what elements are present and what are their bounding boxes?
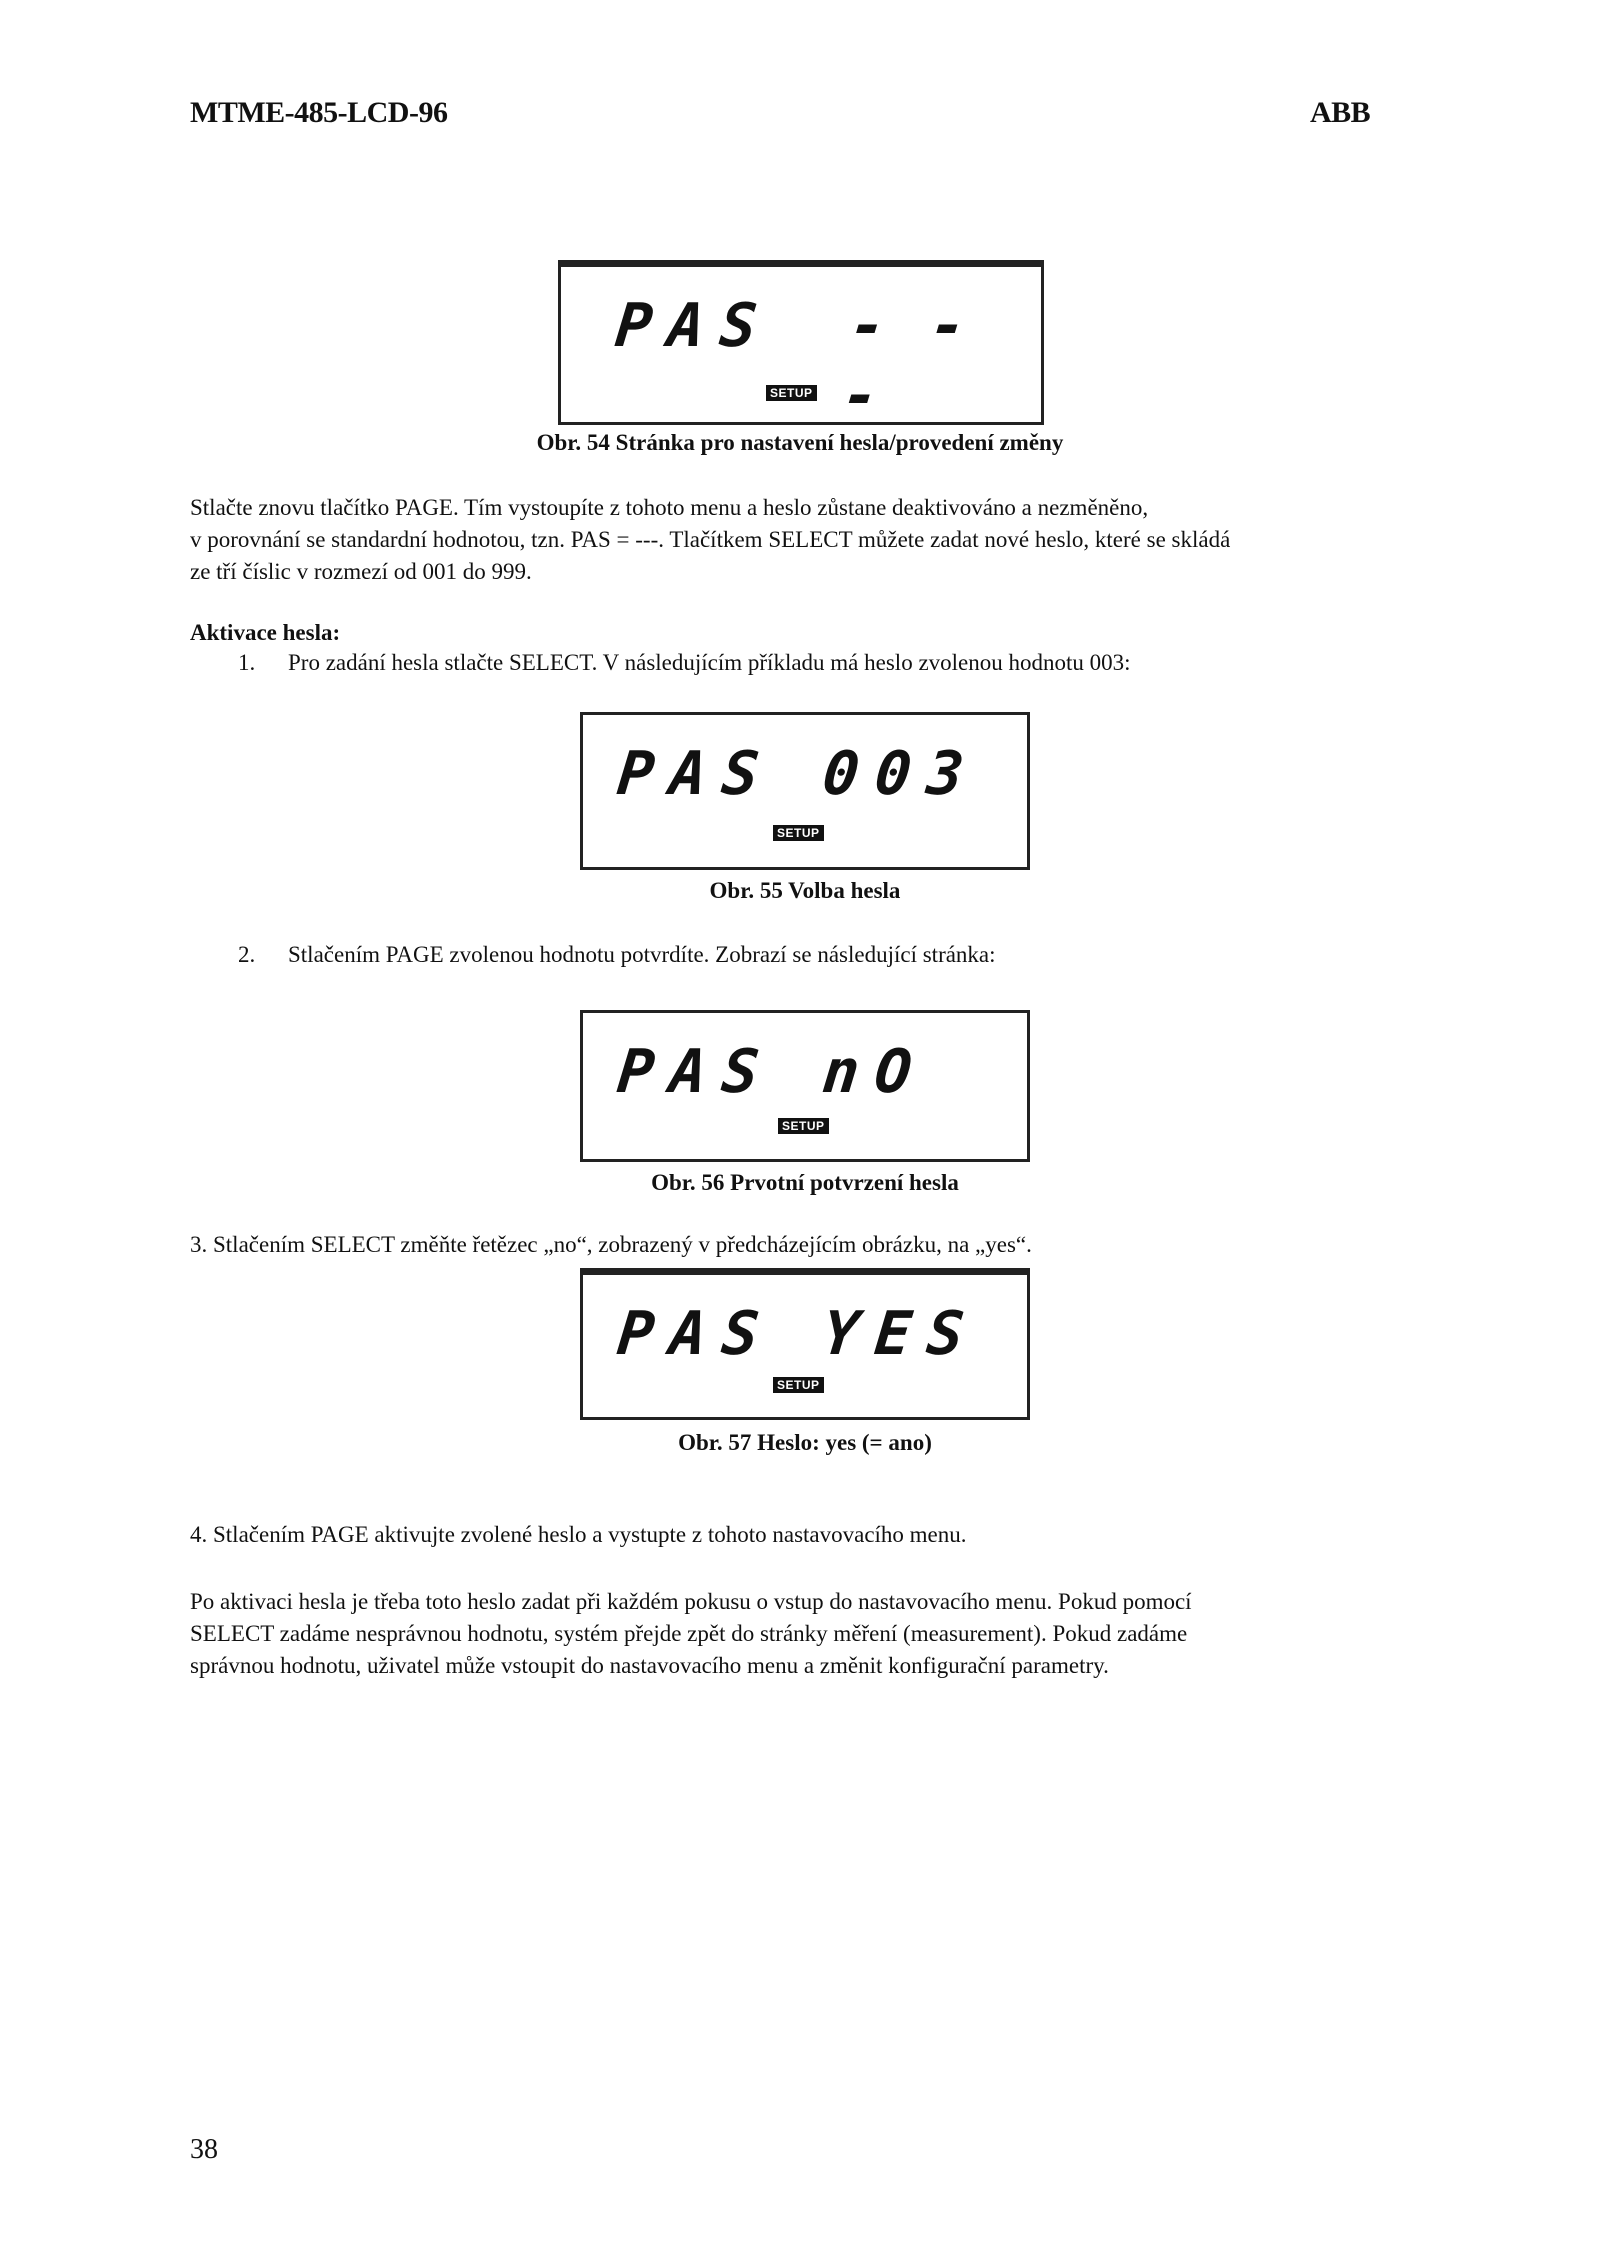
- step-text: Pro zadání hesla stlačte SELECT. V následujícím příkladu má heslo zvolenou hodnotu 003:: [288, 650, 1131, 675]
- section-heading: Aktivace hesla:: [190, 620, 341, 645]
- intro-paragraph: [190, 492, 1430, 588]
- lcd-label: PAS: [614, 1037, 779, 1107]
- brand-name: ABB: [1310, 96, 1371, 129]
- lcd-display-fig55: [580, 712, 1030, 870]
- step-2: [238, 942, 996, 968]
- lcd-value: YES: [819, 1299, 984, 1369]
- step-number: 1.: [238, 650, 256, 675]
- document-code: MTME-485-LCD-96: [190, 96, 448, 129]
- setup-badge: SETUP: [766, 385, 817, 401]
- text-line: v porovnání se standardní hodnotou, tzn. PAS = ---. Tlačítkem SELECT můžete zadat nové heslo, které se skládá: [190, 527, 1231, 552]
- lcd-display-fig56: [580, 1010, 1030, 1162]
- figure-caption: Obr. 56 Prvotní potvrzení hesla: [651, 1170, 959, 1195]
- text-line: správnou hodnotu, uživatel může vstoupit do nastavovacího menu a změnit konfigurační parametry.: [190, 1653, 1109, 1678]
- lcd-label: PAS: [612, 291, 777, 361]
- closing-paragraph: [190, 1586, 1430, 1682]
- text-line: SELECT zadáme nesprávnou hodnotu, systém přejde zpět do stránky měření (measurement). Pokud zadáme: [190, 1621, 1188, 1646]
- step-4: 4. Stlačením PAGE aktivujte zvolené heslo a vystupte z tohoto nastavovacího menu.: [190, 1522, 967, 1547]
- lcd-display-fig57: [580, 1268, 1030, 1420]
- step-3: 3. Stlačením SELECT změňte řetězec „no“, zobrazený v předcházejícím obrázku, na „yes“.: [190, 1232, 1032, 1257]
- lcd-value: - - -: [838, 291, 974, 431]
- lcd-label: PAS: [614, 739, 779, 809]
- step-number: 2.: [238, 942, 256, 967]
- step-1: [238, 650, 1131, 676]
- lcd-value: nO: [819, 1037, 931, 1107]
- lcd-value: 003: [819, 739, 984, 809]
- lcd-display-fig54: [558, 260, 1044, 431]
- setup-badge: SETUP: [773, 1377, 824, 1393]
- figure-caption: Obr. 55 Volba hesla: [709, 878, 901, 903]
- step-text: Stlačením PAGE zvolenou hodnotu potvrdíte. Zobrazí se následující stránka:: [288, 942, 996, 967]
- figure-caption: Obr. 57 Heslo: yes (= ano): [678, 1430, 932, 1455]
- text-line: Stlačte znovu tlačítko PAGE. Tím vystoupíte z tohoto menu a heslo zůstane deaktivováno a nezměněno,: [190, 495, 1149, 520]
- text-line: ze tří číslic v rozmezí od 001 do 999.: [190, 559, 532, 584]
- setup-badge: SETUP: [778, 1118, 829, 1134]
- figure-caption: Obr. 54 Stránka pro nastavení hesla/provedení změny: [536, 430, 1064, 455]
- setup-badge: SETUP: [773, 825, 824, 841]
- page-number: 38: [190, 2134, 218, 2165]
- text-line: Po aktivaci hesla je třeba toto heslo zadat při každém pokusu o vstup do nastavovacího menu. Pokud pomocí: [190, 1589, 1192, 1614]
- lcd-label: PAS: [614, 1299, 779, 1369]
